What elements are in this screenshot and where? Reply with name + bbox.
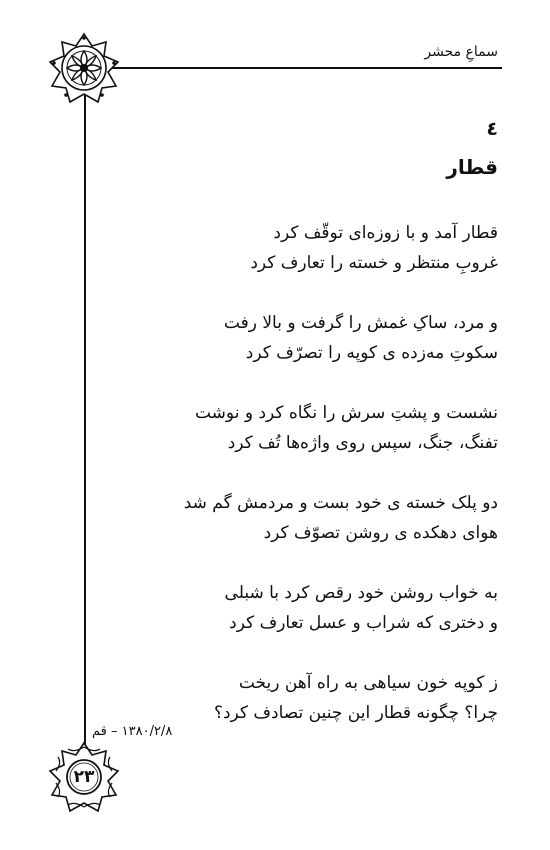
poem-line: و دختری که شراب و عسل تعارف کرد xyxy=(229,613,498,633)
poem-body xyxy=(98,218,498,758)
poem-line: سکوتِ مه‌زده ی کوپه را تصرّف کرد xyxy=(245,343,498,363)
poem-line: هوای دهکده ی روشن تصوّف کرد xyxy=(263,523,498,543)
stanza xyxy=(98,578,498,638)
page-number: ۲۳ xyxy=(73,767,95,787)
poem-date-place: ۱۳۸۰/۲/۸ – قم xyxy=(92,724,173,739)
poem-line: غروبِ منتظر و خسته را تعارف کرد xyxy=(250,253,498,273)
poem-line: قطار آمد و با زوزه‌ای توقّف کرد xyxy=(273,223,498,243)
stanza xyxy=(98,488,498,548)
poem-title: قطار xyxy=(446,155,498,179)
poem-number: ٤ xyxy=(486,118,498,140)
stanza xyxy=(98,398,498,458)
stanza xyxy=(98,668,498,728)
poem-line: به خواب روشن خود رقص کرد با شبلی xyxy=(224,583,498,603)
frame-left-rule xyxy=(84,68,86,768)
poem-line: و مرد، ساکِ غمش را گرفت و بالا رفت xyxy=(223,313,498,333)
stanza xyxy=(98,218,498,278)
stanza xyxy=(98,308,498,368)
frame-top-rule xyxy=(84,67,502,69)
poem-line: چرا؟ چگونه قطار این چنین تصادف کرد؟ xyxy=(213,703,498,723)
poem-line: دو پلک خسته ی خود بست و مردمش گم شد xyxy=(183,493,498,513)
poem-line: ز کوپه خون سیاهی به راه آهن ریخت xyxy=(238,673,498,693)
running-header: سماعِ محشر xyxy=(424,44,498,60)
poem-line: نشست و پشتِ سرش را نگاه کرد و نوشت xyxy=(194,403,498,423)
poem-line: تفنگ، جنگ، سپس روی واژه‌ها تُف کرد xyxy=(227,433,498,453)
rosette-ornament-icon xyxy=(48,32,120,104)
